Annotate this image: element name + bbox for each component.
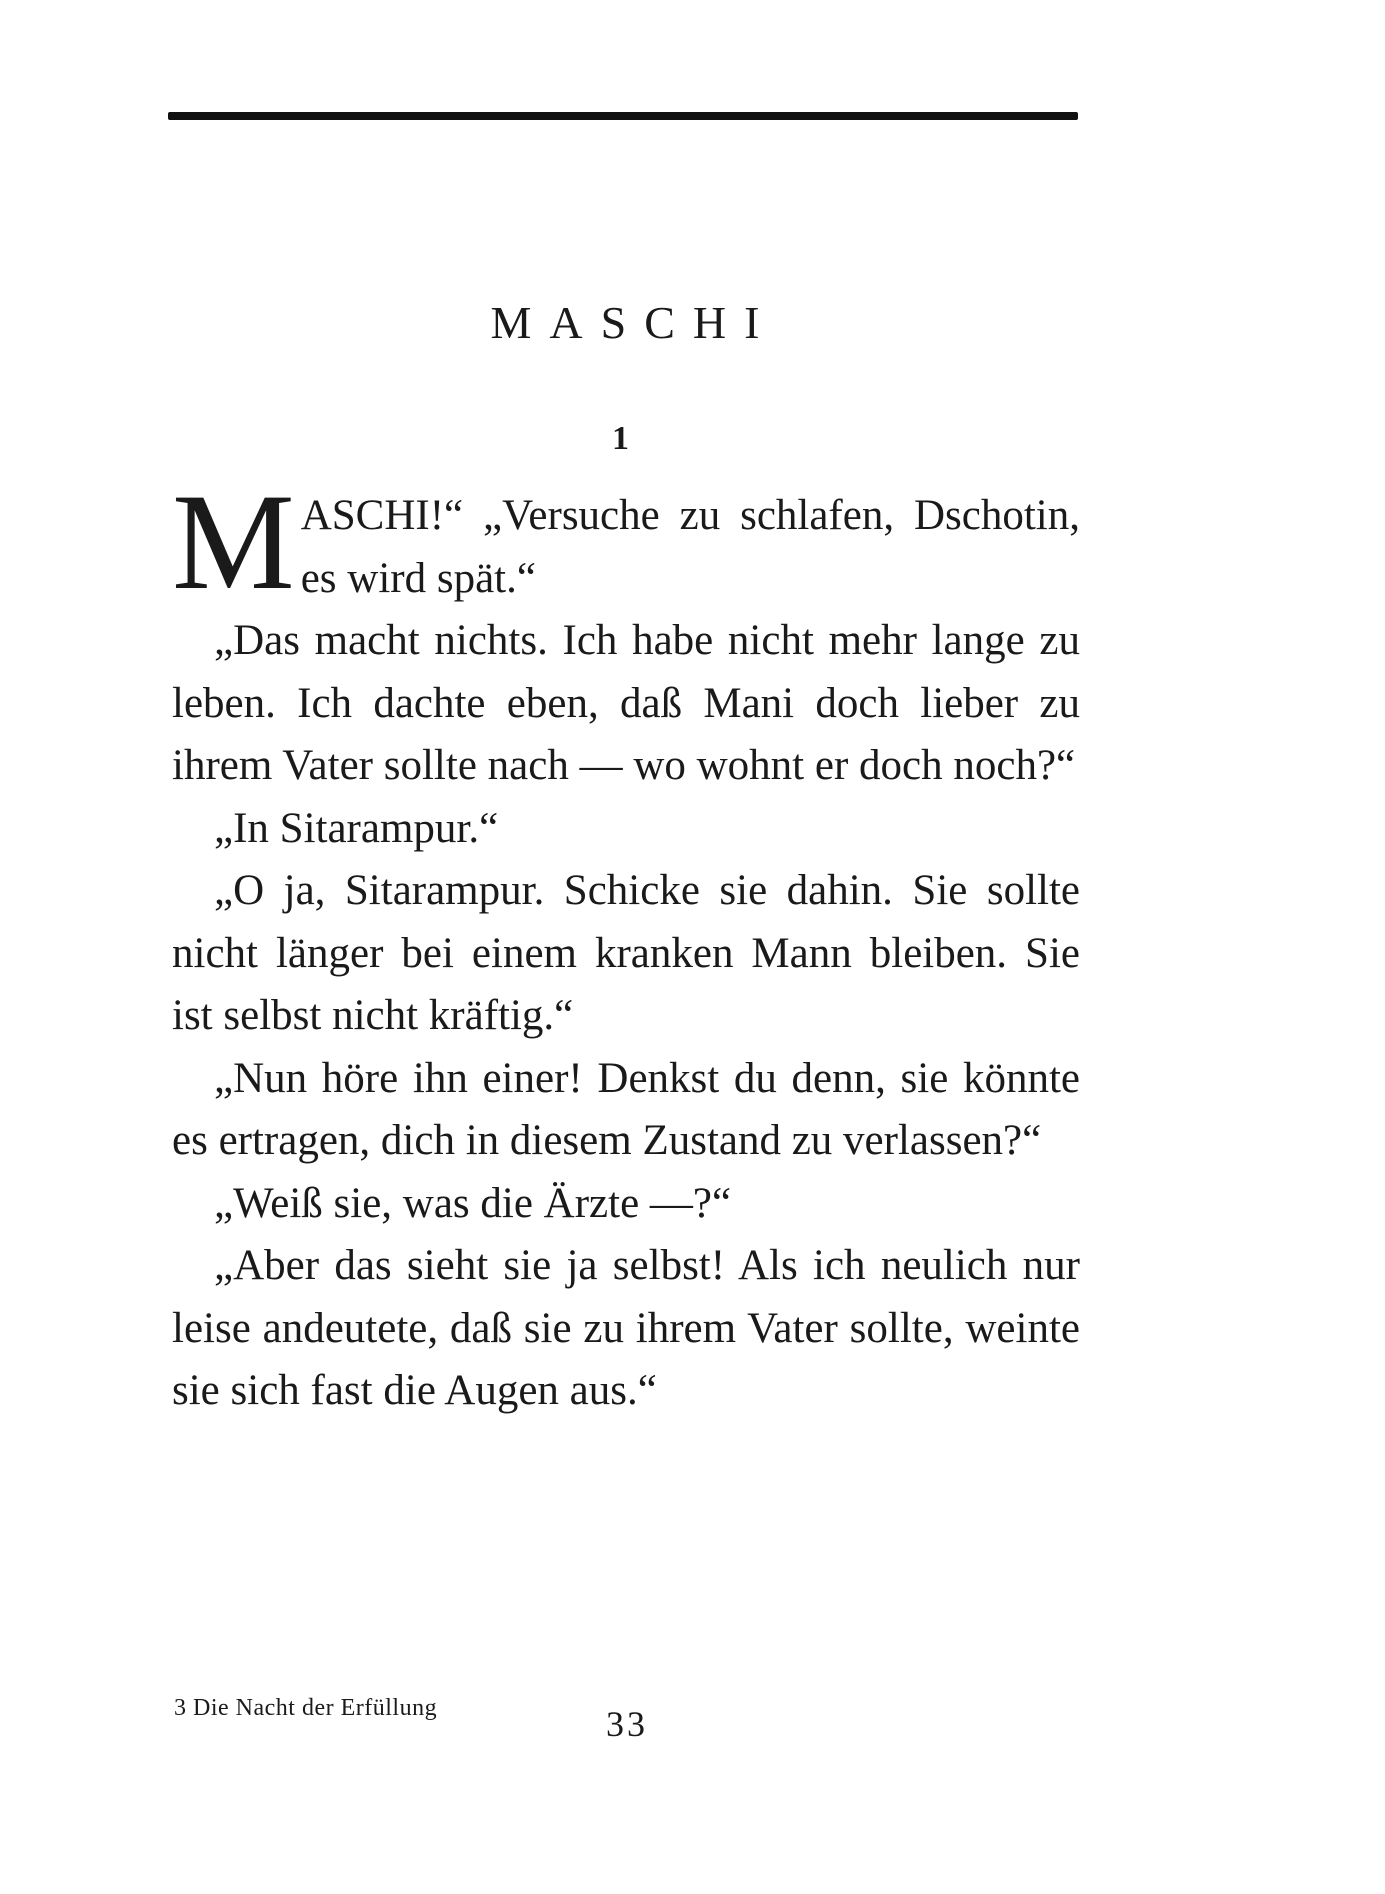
paragraph: „Weiß sie, was die Ärzte —?“ [214,1179,732,1227]
signature-mark: 3 Die Nacht der Erfüllung [174,1695,438,1721]
drop-cap: M [172,465,295,618]
chapter-title: MASCHI [490,297,778,348]
top-rule [168,112,1078,120]
page-number: 33 [606,1704,648,1744]
paragraph-text: ASCHI!“ „Versuche zu schlafen, Dschotin, es wird spät.“ [300,492,1080,602]
section-number: 1 [612,420,629,457]
paragraph [172,465,1080,618]
page-footer [174,1695,1080,1755]
body-text [172,465,1080,1423]
paragraph: „In Sitarampur.“ [214,804,499,852]
paragraph: „O ja, Sitarampur. Schicke sie dahin. Sie sollte nicht länger bei einem kranken Mann bleiben. Sie ist selbst nicht kräftig.“ [172,867,1080,1039]
paragraph: „Nun höre ihn einer! Denkst du denn, sie könnte es ertragen, dich in diesem Zustand zu verlassen?“ [172,1054,1080,1164]
paragraph: „Aber das sieht sie ja selbst! Als ich neulich nur leise andeutete, daß sie zu ihrem Vater sollte, weinte sie sich fast die Augen aus.“ [172,1242,1080,1414]
paragraph: „Das macht nichts. Ich habe nicht mehr lange zu leben. Ich dachte eben, daß Mani doch lieber zu ihrem Vater sollte nach — wo wohnt er doch noch?“ [172,617,1080,789]
